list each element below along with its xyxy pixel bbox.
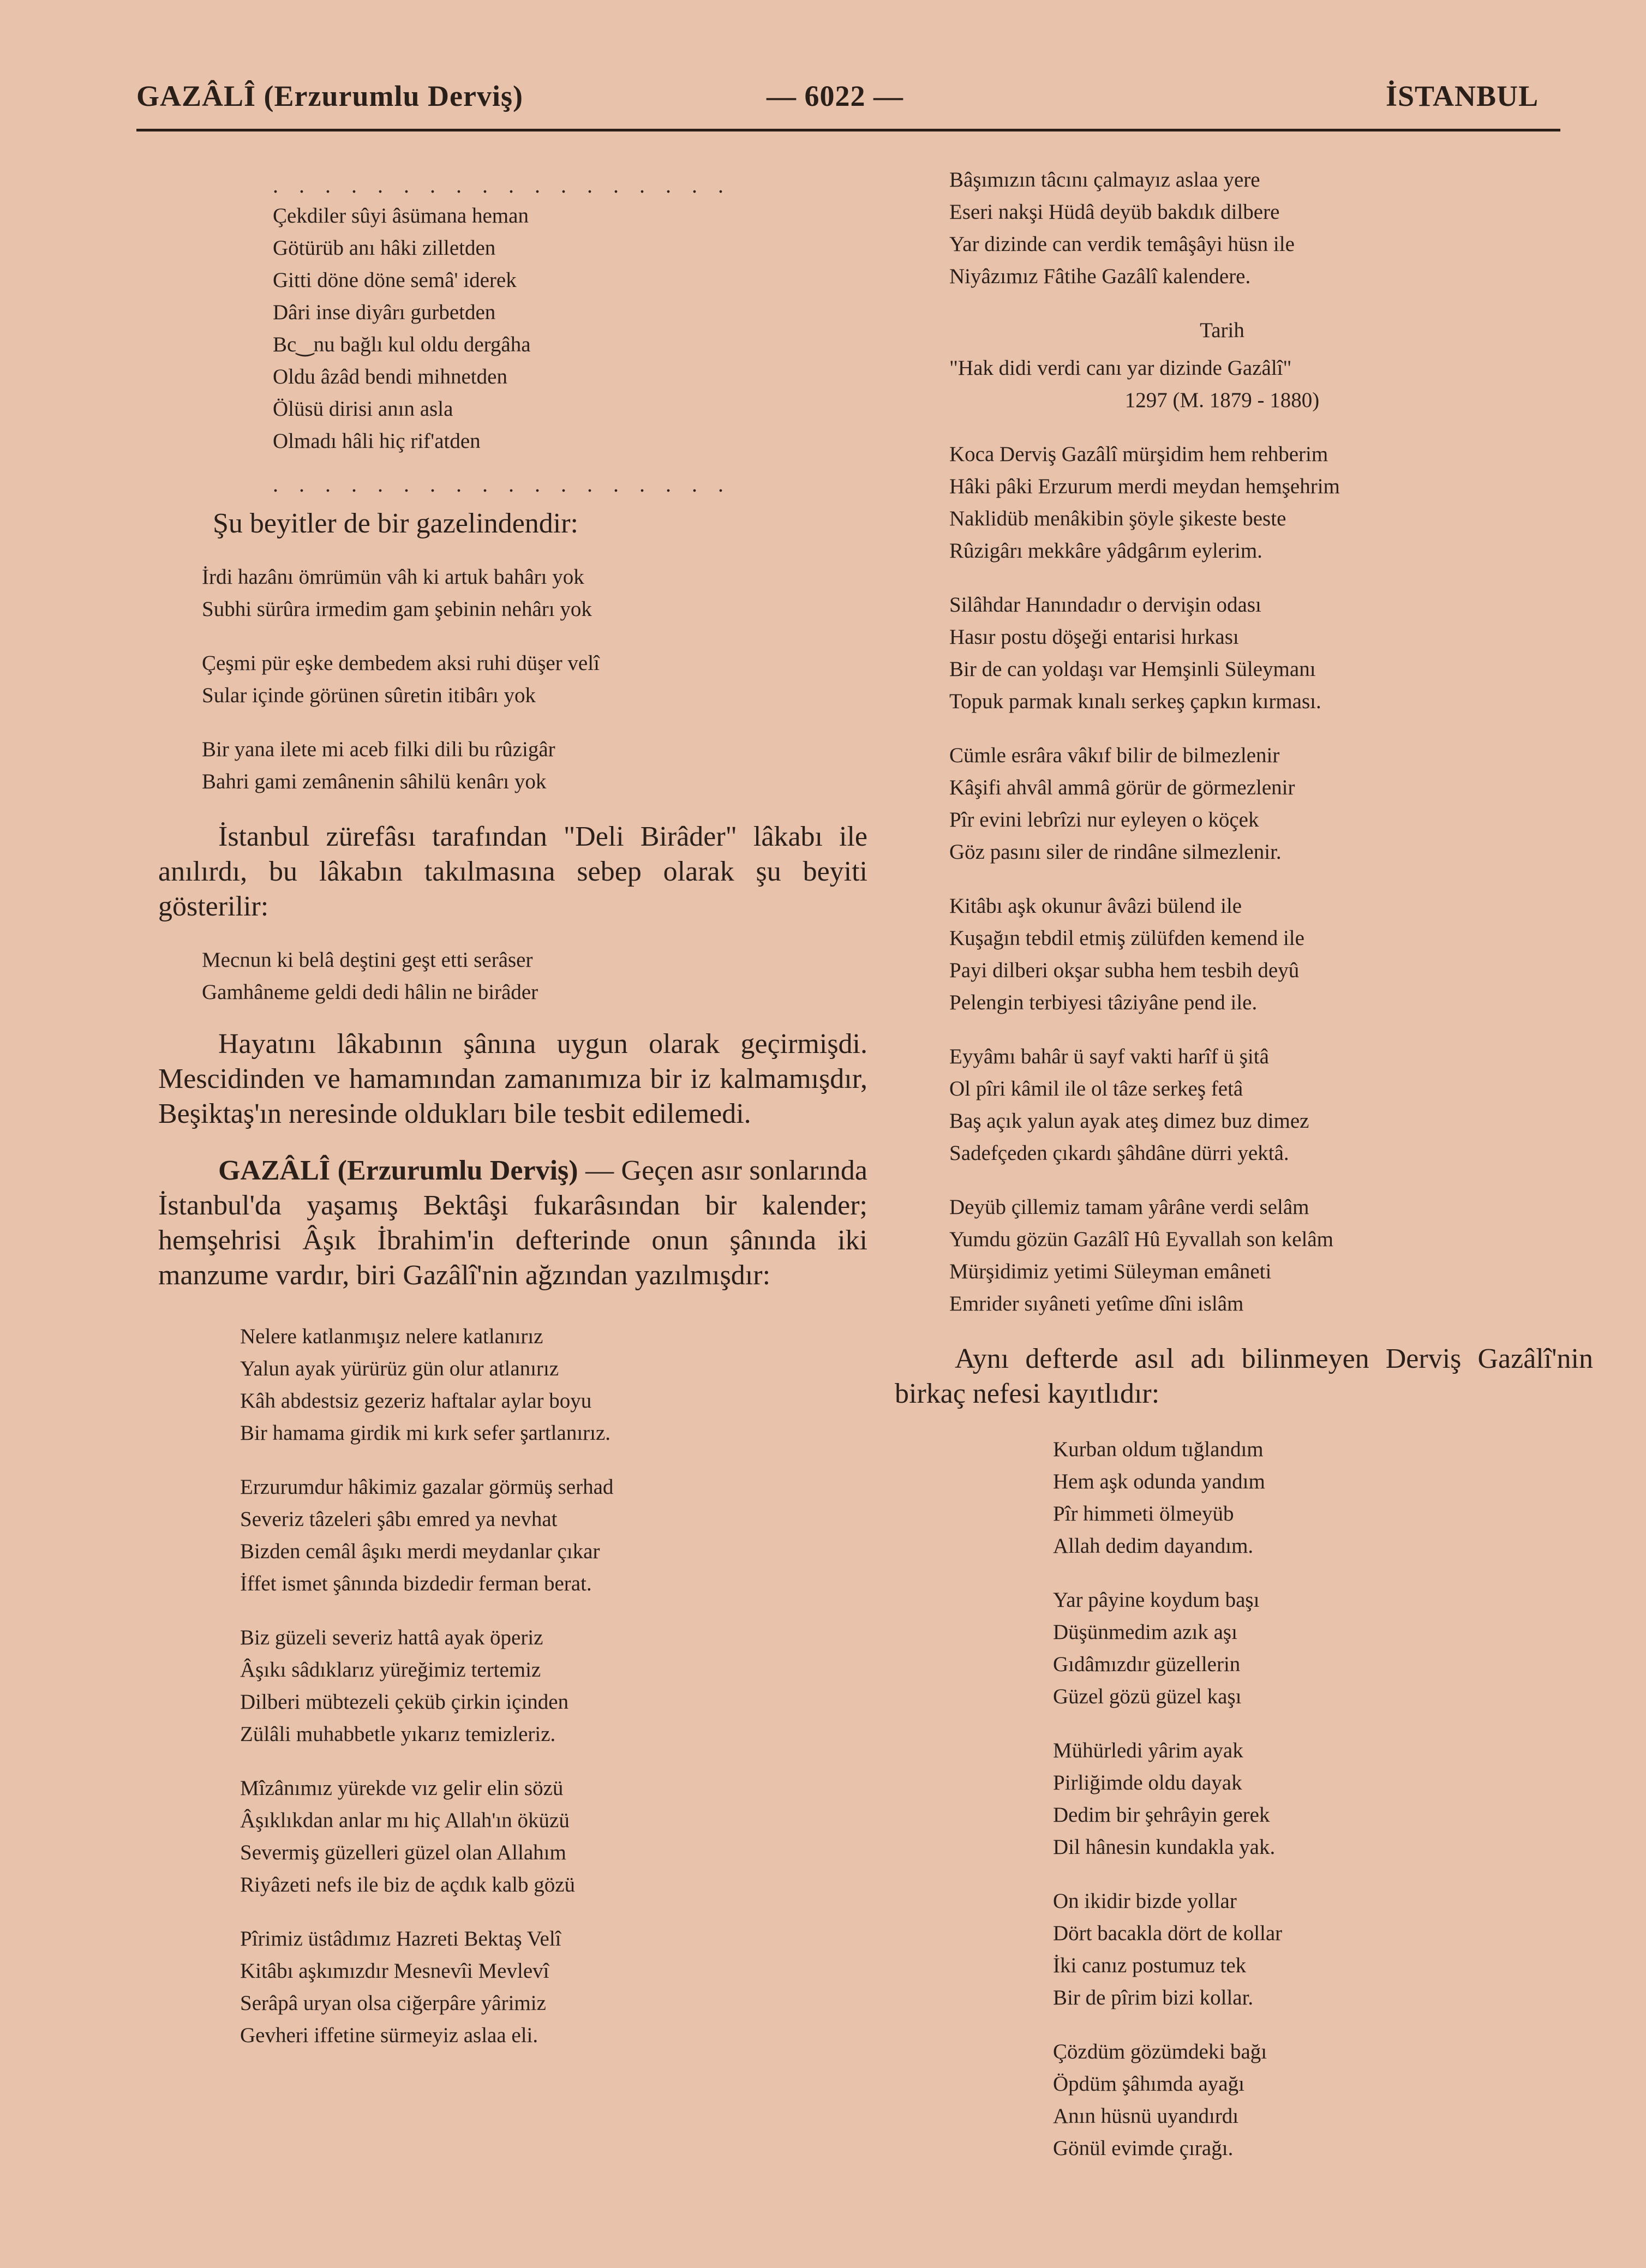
verse-line: İki canız postumuz tek xyxy=(1053,1954,1247,1977)
stanza xyxy=(949,890,1593,1019)
tarih-line: "Hak didi verdi canı yar dizinde Gazâlî" xyxy=(949,356,1292,380)
verse-line: Bâşımızın tâcını çalmayız aslaa yere xyxy=(949,168,1260,192)
verse-line: Anın hüsnü uyandırdı xyxy=(1053,2104,1239,2128)
verse-line: Payi dilberi okşar subha hem tesbih deyû xyxy=(949,959,1300,982)
verse-line: Zülâli muhabbetle yıkarız temizleriz. xyxy=(240,1722,556,1746)
verse-line: Kitâbı aşkımızdır Mesnevîi Mevlevî xyxy=(240,1959,549,1983)
verse-line: Bahri gami zemânenin sâhilü kenârı yok xyxy=(202,770,547,793)
verse-line: Erzurumdur hâkimiz gazalar görmüş serhad xyxy=(240,1475,614,1499)
verse-line: Âşıkı sâdıklarız yüreğimiz tertemiz xyxy=(240,1658,541,1681)
verse-line: Mecnun ki belâ deştini geşt etti serâser xyxy=(202,948,533,972)
verse-line: Kâh abdestsiz gezeriz haftalar aylar boyu xyxy=(240,1389,592,1413)
verse-line: Oldu âzâd bendi mihnetden xyxy=(273,365,507,388)
tarih-date: 1297 (M. 1879 - 1880) xyxy=(1124,388,1320,412)
verse-line: Hasır postu döşeği entarisi hırkası xyxy=(949,625,1239,649)
verse-line: Severmiş güzelleri güzel olan Allahım xyxy=(240,1841,566,1864)
nefes-poems xyxy=(1053,1433,1593,2164)
stanza xyxy=(1053,1433,1593,1562)
verse-line: Göz pasını siler de rindâne silmezlenir. xyxy=(949,840,1282,864)
stanza xyxy=(949,589,1593,717)
ellipsis-divider: . . . . . . . . . . . . . . . . . . xyxy=(273,173,731,198)
header-rule xyxy=(136,129,1560,131)
verse-line: Pirliğimde oldu dayak xyxy=(1053,1771,1242,1794)
stanza xyxy=(949,739,1593,868)
stanza xyxy=(1053,1734,1593,1863)
tarih-title: Tarih xyxy=(1200,319,1244,342)
verse-line: Bir de can yoldaşı var Hemşinli Süleymanı xyxy=(949,657,1316,681)
gazel-intro: Şu beyitler de bir gazelindendir: xyxy=(213,508,579,539)
verse-line: Pelengin terbiyesi tâziyâne pend ile. xyxy=(949,991,1258,1014)
verse-line: Allah dedim dayandım. xyxy=(1053,1534,1254,1558)
verse-line: Olmadı hâli hiç rif'atden xyxy=(273,429,481,453)
paragraph-life: Hayatını lâkabının şânına uygun olarak geçirmişdi. Mescidinden ve hamamından zamanımıza bir iz kalmamışdır, Beşiktaş'ın neresinde oldukları bile tesbit edilemedi. xyxy=(158,1028,867,1129)
verse-line: Mîzânımız yürekde vız gelir elin sözü xyxy=(240,1776,564,1800)
verse-line: Öpdüm şâhımda ayağı xyxy=(1053,2072,1244,2096)
verse-line: Baş açık yalun ayak ateş dimez buz dimez xyxy=(949,1109,1309,1133)
verse-line: Ol pîri kâmil ile ol tâze serkeş fetâ xyxy=(949,1077,1243,1100)
verse-line: Güzel gözü güzel kaşı xyxy=(1053,1685,1242,1708)
verse-line: Pîr evini lebrîzi nur eyleyen o köçek xyxy=(949,808,1259,831)
verse-line: Bir de pîrim bizi kollar. xyxy=(1053,1986,1254,2009)
verse-line: Gevheri iffetine sürmeyiz aslaa eli. xyxy=(240,2024,538,2047)
verse-line: Dedim bir şehrâyin gerek xyxy=(1053,1803,1270,1827)
verse-line: Mühürledi yârim ayak xyxy=(1053,1739,1243,1762)
manzume-gazali xyxy=(240,1320,867,2051)
verse-line: Bizden cemâl âşıkı merdi meydanlar çıkar xyxy=(240,1540,600,1563)
verse-line: Sadefçeden çıkardı şâhdâne dürri yektâ. xyxy=(949,1141,1289,1165)
verse-line: Subhi sürûra irmedim gam şebinin nehârı yok xyxy=(202,597,592,621)
verse-line: Bir yana ilete mi aceb filki dili bu rûzigâr xyxy=(202,738,555,761)
verse-line: Yalun ayak yürürüz gün olur atlanırız xyxy=(240,1357,559,1380)
verse-line: Rûzigârı mekkâre yâdgârım eylerim. xyxy=(949,539,1262,562)
verse-line: Dilberi mübtezeli çeküb çirkin içinden xyxy=(240,1690,569,1714)
verse-line: Çözdüm gözümdeki bağı xyxy=(1053,2040,1267,2063)
stanza xyxy=(949,1040,1593,1169)
verse-line: Riyâzeti nefs ile biz de açdık kalb gözü xyxy=(240,1873,576,1896)
verse-line: Pîrimiz üstâdımız Hazreti Bektaş Velî xyxy=(240,1927,561,1950)
verse-line: Kitâbı aşk okunur âvâzi bülend ile xyxy=(949,894,1242,918)
verse-line: İrdi hazânı ömrümün vâh ki artuk bahârı yok xyxy=(202,565,584,589)
stanza xyxy=(1053,1885,1593,2014)
verse-line: Eseri nakşi Hüdâ deyüb bakdık dilbere xyxy=(949,200,1280,224)
stanza xyxy=(240,1320,867,1449)
verse-line: Naklidüb menâkibin şöyle şikeste beste xyxy=(949,507,1286,530)
stanza xyxy=(202,647,867,711)
verse-line: Dört bacakla dört de kollar xyxy=(1053,1922,1283,1945)
verse-line: Deyüb çillemiz tamam yârâne verdi selâm xyxy=(949,1195,1309,1219)
stanza xyxy=(1053,2036,1593,2164)
verse-line: Gıdâmızdır güzellerin xyxy=(1053,1653,1241,1676)
verse-line: Cümle esrâra vâkıf bilir de bilmezlenir xyxy=(949,744,1280,767)
entry-paragraph xyxy=(158,1153,867,1293)
verse-line: Serâpâ uryan olsa ciğerpâre yârimiz xyxy=(240,1991,546,2015)
page-number: — 6022 — xyxy=(767,80,903,112)
couplet-mecnun xyxy=(202,944,867,1008)
verse-line: Sular içinde görünen sûretin itibârı yok xyxy=(202,684,536,707)
verse-line: Yar dizinde can verdik temâşâyi hüsn ile xyxy=(949,232,1295,256)
stanza xyxy=(240,1923,867,2051)
right-column xyxy=(895,164,1593,2186)
gazel-verses xyxy=(202,561,867,798)
verse-line: Mürşidimiz yetimi Süleyman emâneti xyxy=(949,1260,1272,1283)
ellipsis-divider: . . . . . . . . . . . . . . . . . . xyxy=(273,472,731,496)
verse-line: Hem aşk odunda yandım xyxy=(1053,1470,1265,1493)
entry-heading: GAZÂLÎ (Erzurumlu Derviş) xyxy=(218,1155,578,1186)
entry-text: — Geçen asır sonlarında İstanbul'da yaşamış Bektâşi fukarâsından bir kalender; hemşehrisi Âşık İbrahim'in defterinde onun şânında iki manzume vardır, biri Gazâlî'nin ağzından yazılmışdır: xyxy=(158,1155,867,1291)
stanza xyxy=(202,733,867,798)
verse-line: Koca Derviş Gazâlî mürşidim hem rehberim xyxy=(949,442,1328,466)
verse-line: Gamhâneme geldi dedi hâlin ne birâder xyxy=(202,980,538,1004)
verse-line: İffet ismet şânında bizdedir ferman berat. xyxy=(240,1572,592,1595)
verse-line: Niyâzımız Fâtihe Gazâlî kalendere. xyxy=(949,265,1251,288)
verse-line: Topuk parmak kınalı serkeş çapkın kırması. xyxy=(949,690,1321,713)
paragraph-nickname: İstanbul zürefâsı tarafından "Deli Birâder" lâkabı ile anılırdı, bu lâkabın takılmasına sebep olarak şu beyiti gösterilir: xyxy=(158,821,867,922)
verse-line: On ikidir bizde yollar xyxy=(1053,1889,1237,1913)
verse-line: Dâri inse diyârı gurbetden xyxy=(273,301,496,324)
verse-line: Biz güzeli severiz hattâ ayak öperiz xyxy=(240,1626,543,1649)
verse-line: Gönül evimde çırağı. xyxy=(1053,2137,1234,2160)
verse-line: Severiz tâzeleri şâbı emred ya nevhat xyxy=(240,1507,558,1531)
stanza xyxy=(240,1621,867,1750)
verse-line: Çeşmi pür eşke dembedem aksi ruhi düşer velî xyxy=(202,651,600,675)
verse-line: Yumdu gözün Gazâlî Hû Eyvallah son kelâm xyxy=(949,1228,1333,1251)
verse-line: Kurban oldum tığlandım xyxy=(1053,1438,1264,1461)
stanza xyxy=(240,1772,867,1901)
verse-line: Silâhdar Hanındadır o dervişin odası xyxy=(949,593,1261,617)
verse-line: Âşıklıkdan anlar mı hiç Allah'ın öküzü xyxy=(240,1809,570,1832)
verse-line: Dil hânesin kundakla yak. xyxy=(1053,1835,1276,1859)
running-head-entry: GAZÂLÎ (Erzurumlu Derviş) xyxy=(136,80,523,112)
verse-line: Hâki pâki Erzurum merdi meydan hemşehrim xyxy=(949,475,1340,498)
stanza xyxy=(949,1191,1593,1320)
verse-line: Düşünmedim azık aşı xyxy=(1053,1620,1237,1644)
stanza xyxy=(949,438,1593,567)
poem-continued xyxy=(949,164,1593,292)
verse-line: Götürüb anı hâki zilletden xyxy=(273,236,496,260)
verse-line: Ölüsü dirisi anın asla xyxy=(273,397,453,421)
stanza xyxy=(240,1471,867,1600)
verse-line: Çekdiler sûyi âsümana heman xyxy=(273,204,529,228)
verse-line: Bir hamama girdik mi kırk sefer şartlanırız. xyxy=(240,1421,611,1445)
verse-line: Gitti döne döne semâ' iderek xyxy=(273,268,517,292)
verse-line: Bc‿nu bağlı kul oldu dergâha xyxy=(273,333,531,356)
stanza xyxy=(1053,1584,1593,1713)
poem-excerpt xyxy=(273,200,867,457)
verse-line: Kuşağın tebdil etmiş zülüfden kemend ile xyxy=(949,926,1304,950)
running-head-volume: İSTANBUL xyxy=(1386,80,1539,112)
paragraph-nefes: Aynı defterde asıl adı bilinmeyen Derviş Gazâlî'nin birkaç nefesi kayıtlıdır: xyxy=(895,1343,1593,1409)
verse-line: Yar pâyine koydum başı xyxy=(1053,1588,1260,1612)
left-column xyxy=(158,175,867,2073)
stanza xyxy=(202,561,867,625)
verse-line: Emrider sıyâneti yetîme dîni islâm xyxy=(949,1292,1244,1315)
manzume-ibrahim xyxy=(949,438,1593,1320)
verse-line: Eyyâmı bahâr ü sayf vakti harîf ü şitâ xyxy=(949,1045,1269,1068)
verse-line: Nelere katlanmışız nelere katlanırız xyxy=(240,1325,543,1348)
verse-line: Pîr himmeti ölmeyüb xyxy=(1053,1502,1234,1525)
verse-line: Kâşifi ahvâl ammâ görür de görmezlenir xyxy=(949,776,1295,799)
